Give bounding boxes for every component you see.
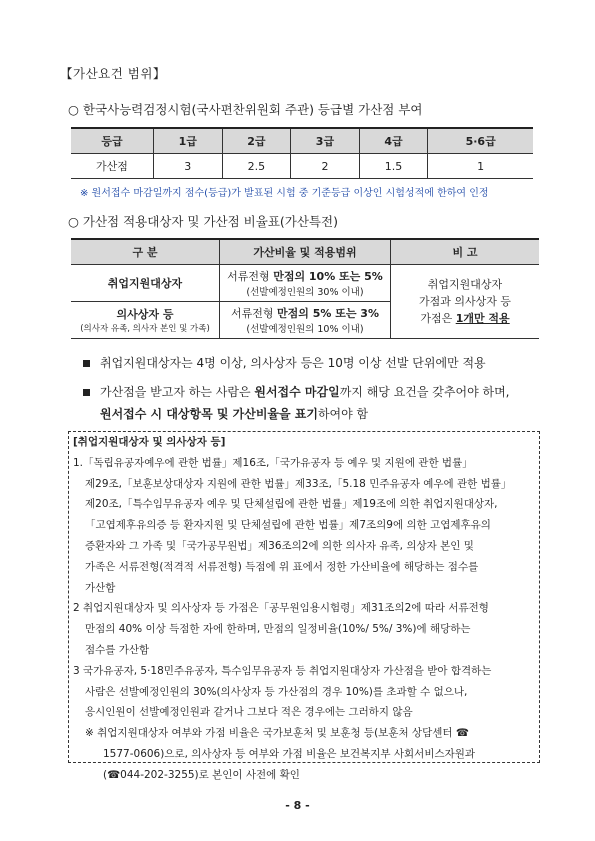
box-line: 점수를 가산함 [85, 643, 150, 656]
bullet-text: 취업지원대상자는 4명 이상, 의사상자 등은 10명 이상 선발 단위에만 적용 [100, 356, 486, 370]
bullet-text: 가산점을 받고자 하는 사람은 [100, 385, 255, 399]
grade-header-cell: 등급 [71, 128, 154, 154]
square-bullet-icon [83, 360, 90, 367]
grade-header-cell: 2급 [222, 128, 291, 154]
box-line: 가족은 서류전형(적격적 서류전형) 득점에 위 표에서 정한 가산비율에 해당하는 점수를 [85, 560, 479, 573]
grade-table-header-row [71, 128, 533, 154]
grade-header-cell: 3급 [291, 128, 360, 154]
bullet-text-bold: 원서접수 마감일 [254, 385, 340, 399]
box-line: 가산함 [85, 581, 116, 594]
grade-table [71, 127, 533, 179]
grade-cell: 1 [428, 154, 533, 179]
ratio-label-cell: 취업지원대상자 [71, 265, 220, 302]
ratio-range-sub: (선발예정인원의 30% 이내) [246, 287, 364, 298]
ratio-range-prefix: 서류전형 [231, 307, 278, 320]
ratio-range-sub: (선발예정인원의 10% 이내) [246, 324, 364, 335]
box-line: 증환자와 그 가족 및「국가공무원법」제36조의2에 의한 의사자 유족, 의상자 본인 및 [85, 539, 474, 552]
box-line: 제20조,「특수임무유공자 예우 및 단체설립에 관한 법률」제19조에 의한 취업지원대상자, [85, 498, 498, 511]
ratio-range-line [221, 268, 389, 284]
ratio-note-emphasis: 1개만 적용 [455, 312, 510, 325]
bullet-text: 하여야 함 [317, 407, 369, 421]
bullet-text-bold: 원서접수 시 대상항목 및 가산비율을 표기 [100, 407, 318, 421]
heading-history-exam: ○ 한국사능력검정시험(국사편찬위원회 주관) 등급별 가산점 부여 [68, 102, 423, 117]
ratio-note-prefix: 가점은 [420, 312, 456, 325]
ratio-note-cell [391, 265, 540, 339]
grade-cell: 2.5 [222, 154, 291, 179]
ratio-range-prefix: 서류전형 [227, 270, 274, 283]
bullet-item [83, 383, 509, 400]
bullet-item [83, 354, 486, 371]
ratio-range-cell [220, 302, 391, 339]
grade-table-row [71, 154, 533, 179]
box-line: 「고엽제후유의증 등 환자지원 및 단체설립에 관한 법률」제7조의9에 의한 고엽제후유의 [85, 519, 491, 532]
box-line: 1.「독립유공자예우에 관한 법률」제16조,「국가유공자 등 예우 및 지원에 관한 법률」 [73, 456, 473, 469]
grade-header-cell: 1급 [154, 128, 223, 154]
box-line: 응시인원이 선발예정인원과 같거나 그보다 적은 경우에는 그러하지 않음 [85, 706, 413, 719]
ratio-range-cell [220, 265, 391, 302]
ratio-header-cell: 가산비율 및 적용범위 [220, 239, 391, 265]
box-line: 2 취업지원대상자 및 의사상자 등 가점은「공무원임용시험령」제31조의2에 따라 서류전형 [73, 602, 489, 615]
ratio-row-employment [71, 265, 539, 302]
ratio-header-cell: 비 고 [391, 239, 540, 265]
bullet-continuation [100, 405, 368, 422]
ratio-range-line [221, 305, 389, 321]
box-line: 제29조,「보훈보상대상자 지원에 관한 법률」제33조,「5.18 민주유공자 예우에 관한 법률」 [85, 477, 512, 490]
page-number: - 8 - [285, 799, 310, 812]
grade-header-cell: 4급 [359, 128, 428, 154]
ratio-range-value: 만점의 5% 또는 3% [277, 307, 379, 320]
ratio-table [71, 238, 539, 339]
grade-cell: 2 [291, 154, 360, 179]
grade-note: ※ 원서접수 마감일까지 점수(등급)가 발표된 시험 중 기준등급 이상인 시험성적에 한하여 인정 [80, 188, 489, 199]
ratio-label-main: 의사상자 등 [116, 308, 174, 321]
ratio-range-value: 만점의 10% 또는 5% [273, 270, 383, 283]
ratio-header-cell: 구 분 [71, 239, 220, 265]
eligibility-box [68, 431, 540, 781]
ratio-note-line: 취업지원대상자 [427, 278, 503, 291]
box-line: 1577-0606)으로, 의사상자 등 여부와 가점 비율은 보건복지부 사회서비스자원과 [103, 747, 476, 760]
grade-cell: 1.5 [359, 154, 428, 179]
grade-cell: 가산점 [71, 154, 154, 179]
box-line: ※ 취업지원대상자 여부와 가점 비율은 국가보훈처 및 보훈청 등(보훈처 상담센터 ☎ [85, 727, 469, 740]
heading-bonus-ratio: ○ 가산점 적용대상자 및 가산점 비율표(가산특전) [68, 214, 338, 229]
section-title: 【가산요건 범위】 [60, 66, 166, 81]
bullet-text: 까지 해당 요건을 갖추어야 하며, [339, 385, 510, 399]
ratio-label-sub: (의사자 유족, 의사자 본인 및 가족) [80, 324, 210, 334]
ratio-label-cell [71, 302, 220, 339]
box-line: 만점의 40% 이상 득점한 자에 한하며, 만점의 일정비율(10%/ 5%/ 3%)에 해당하는 [85, 623, 471, 636]
box-line: 사람은 선발예정인원의 30%(의사상자 등 가산점의 경우 10%)를 초과할 수 없으나, [85, 685, 468, 698]
box-line: 3 국가유공자, 5·18민주유공자, 특수임무유공자 등 취업지원대상자 가산점을 받아 합격하는 [73, 664, 492, 677]
box-line: (☎044-202-3255)로 본인이 사전에 확인 [103, 768, 300, 781]
square-bullet-icon [83, 389, 90, 396]
ratio-note-line: 가점과 의사상자 등 [418, 295, 511, 308]
grade-cell: 3 [154, 154, 223, 179]
grade-header-cell: 5·6급 [428, 128, 533, 154]
ratio-note-line [392, 310, 538, 327]
ratio-table-header-row [71, 239, 539, 265]
box-title: [취업지원대상자 및 의사상자 등] [73, 436, 226, 448]
